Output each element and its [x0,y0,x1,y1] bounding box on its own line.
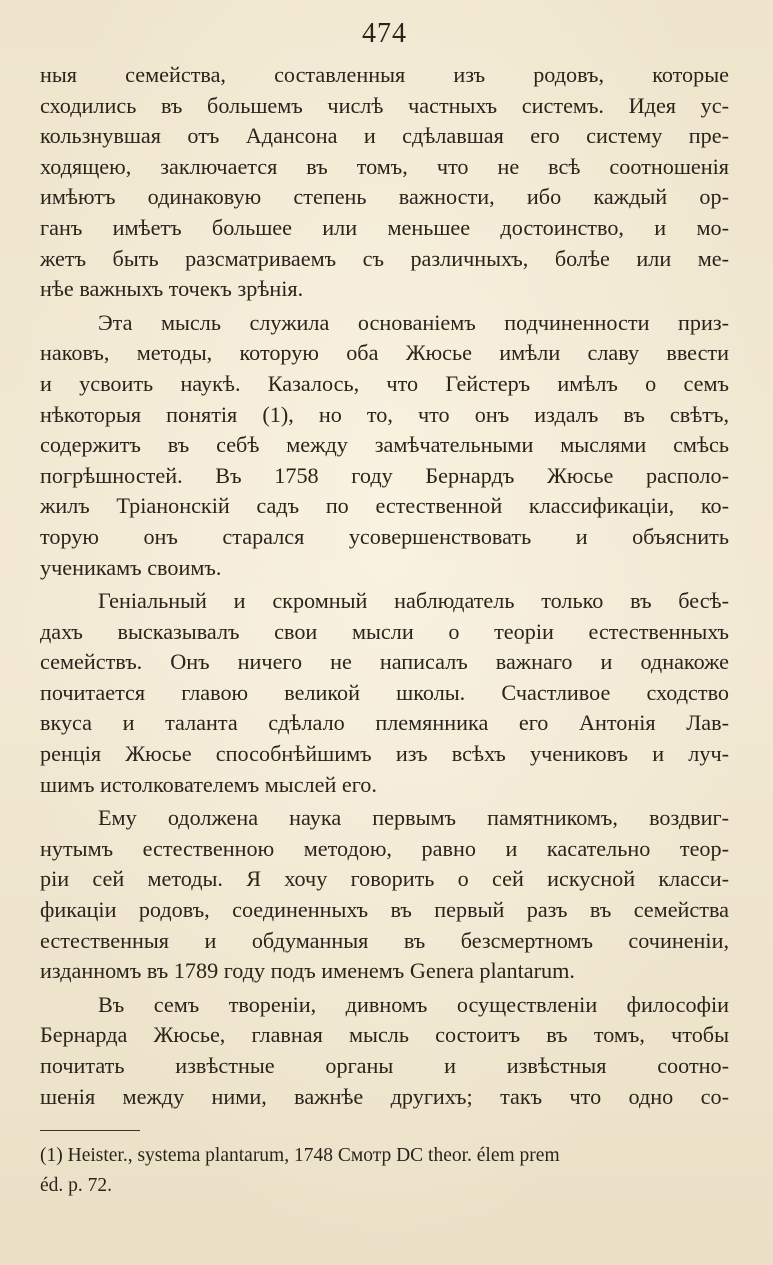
text-line: ренція Жюсье способнѣйшимъ изъ всѣхъ учениковъ и луч- [40,741,729,767]
text-line: дахъ высказывалъ свои мысли о теоріи естественныхъ [40,618,729,644]
text-line: имѣютъ одинаковую степень важности, ибо каждый ор- [40,184,729,210]
text-line: ріи сей методы. Я хочу говорить о сей искусной класси- [40,866,729,892]
text-line: шимъ истолкователемъ мыслей его. [40,771,377,797]
text-line: нѣе важныхъ точекъ зрѣнія. [40,276,304,302]
footnote-divider [40,1130,140,1131]
text-line: жилъ Тріанонскій садъ по естественной классификаціи, ко- [40,493,729,519]
paragraph [40,308,729,583]
text-line: Въ семъ твореніи, дивномъ осуществленіи философіи [98,991,729,1017]
text-line: погрѣшностей. Въ 1758 году Бернардъ Жюсье располо- [40,462,729,488]
text-line: вкуса и таланта сдѣлало племянника его Антонія Лав- [40,710,729,736]
text-line: семействъ. Онъ ничего не написалъ важнаго и однакоже [40,649,729,675]
paragraph [40,803,729,987]
text-line: жетъ быть разсматриваемъ съ различныхъ, болѣе или ме- [40,245,729,271]
text-line: кользнувшая отъ Адансона и сдѣлавшая его систему пре- [40,123,729,149]
text-line: нѣкоторыя понятія (1), но то, что онъ издалъ въ свѣтъ, [40,401,729,427]
footnote-line: éd. p. 72. [40,1175,113,1197]
text-line: сходились въ большемъ числѣ частныхъ системъ. Идея ус- [40,92,729,118]
paragraph [40,990,729,1112]
text-line: торую онъ старался усовершенствовать и объяснить [40,523,729,549]
paragraph [40,60,729,305]
page-number: 474 [362,18,407,49]
text-line: Геніальный и скромный наблюдатель только въ бесѣ- [98,588,729,614]
body-text [40,60,729,1112]
text-line: нутымъ естественною методою, равно и касательно теоp- [40,835,729,861]
text-line: ходящею, заключается въ томъ, что не всѣ соотношенія [40,153,729,179]
text-line: почитается главою великой школы. Счастливое сходство [40,679,729,705]
text-line: содержитъ въ себѣ между замѣчательными мыслями смѣсь [40,432,729,458]
text-line: фикаціи родовъ, соединенныхъ въ первый разъ въ семейства [40,897,729,923]
paragraph [40,586,729,800]
text-line: почитать извѣстные органы и извѣстныя соотно- [40,1053,729,1078]
footnote-line: (1) Heister., systema plantarum, 1748 Смотр DC theor. élem prem [40,1145,560,1167]
text-line: и усвоить наукѣ. Казалось, что Гейстеръ имѣлъ о семъ [40,370,729,396]
text-line: ученикамъ своимъ. [40,554,222,580]
footnote [40,1141,729,1201]
text-line: шенія между ними, важнѣе другихъ; такъ что одно со- [40,1083,729,1109]
text-line: естественныя и обдуманныя въ безсмертномъ сочиненіи, [40,927,729,953]
text-line: ганъ имѣетъ большее или меньшее достоинство, и мо- [40,214,729,240]
text-line: наковъ, методы, которую оба Жюсье имѣли славу ввести [40,340,729,366]
text-line: изданномъ въ 1789 году подъ именемъ Genera plantarum. [40,958,575,984]
text-line: Эта мысль служила основаніемъ подчиненности приз- [98,309,729,335]
text-line: ныя семейства, составленныя изъ родовъ, которые [40,62,729,87]
text-line: Ему одолжена наука первымъ памятникомъ, воздвиг- [98,805,729,831]
text-line: Бернарда Жюсье, главная мысль состоитъ въ томъ, чтобы [40,1022,729,1048]
